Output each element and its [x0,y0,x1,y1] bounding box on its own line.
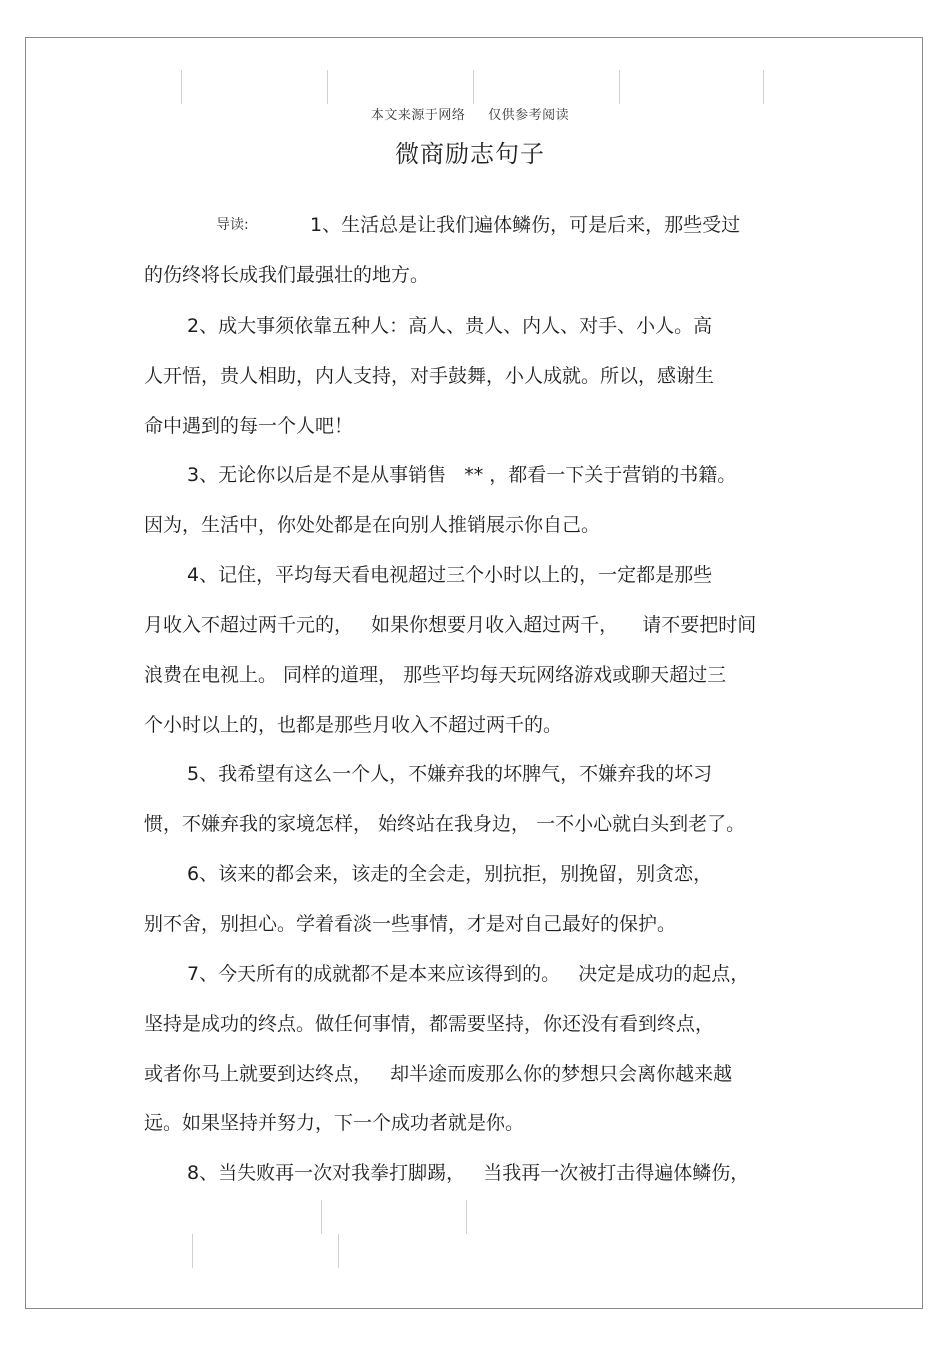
scan-mark [321,1200,322,1234]
document-title: 微商励志句子 [395,140,545,168]
body-line: 8、当失败再一次对我拳打脚踢， 当我再一次被打击得遍体鳞伤， [187,1162,750,1184]
source-note-disclaimer: 仅供参考阅读 [488,108,570,123]
body-line: 2、成大事须依靠五种人：高人、贵人、内人、对手、小人。高 [187,315,713,337]
body-line: 浪费在电视上。 同样的道理， 那些平均每天玩网络游戏或聊天超过三 [144,664,727,686]
scan-mark [327,70,328,104]
body-line: 别不舍，别担心。学着看淡一些事情，才是对自己最好的保护。 [144,913,677,935]
body-line: 惯，不嫌弃我的家境怎样， 始终站在我身边， 一不小心就白头到老了。 [144,813,746,835]
body-line: 1、生活总是让我们遍体鳞伤，可是后来，那些受过 [310,214,741,236]
body-line: 远。如果坚持并努力，下一个成功者就是你。 [144,1112,525,1134]
body-line: 4、记住，平均每天看电视超过三个小时以上的，一定都是那些 [187,564,713,586]
body-line: 或者你马上就要到达终点， 却半途而废那么你的梦想只会离你越来越 [144,1063,733,1085]
source-note-origin: 本文来源于网络 [370,108,466,123]
body-line: 月收入不超过两千元的， 如果你想要月收入超过两千， 请不要把时间 [144,614,757,636]
body-line: 因为，生活中，你处处都是在向别人推销展示你自己。 [144,514,601,536]
scan-mark [619,70,620,104]
scan-mark [192,1234,193,1268]
scan-mark [338,1234,339,1268]
body-line: 坚持是成功的终点。做任何事情，都需要坚持，你还没有看到终点， [144,1013,715,1035]
body-line: 人开悟，贵人相助，内人支持，对手鼓舞，小人成就。所以，感谢生 [144,365,715,387]
body-line: 个小时以上的，也都是那些月收入不超过两千的。 [144,714,563,736]
scan-mark [473,70,474,104]
body-line: 7、今天所有的成就都不是本来应该得到的。 决定是成功的起点， [187,963,750,985]
scan-mark [181,70,182,104]
body-line: 5、我希望有这么一个人，不嫌弃我的坏脾气，不嫌弃我的坏习 [187,763,713,785]
body-line: 命中遇到的每一个人吧！ [144,415,354,437]
scan-mark [763,70,764,104]
body-line: 6、该来的都会来，该走的全会走，别抗拒，别挽留，别贪恋， [187,863,713,885]
scan-mark [466,1200,467,1234]
guide-label: 导读: [216,217,249,233]
body-line: 的伤终将长成我们最强壮的地方。 [144,264,430,286]
body-line: 3、无论你以后是不是从事销售 ** ，都看一下关于营销的书籍。 [187,464,737,486]
source-note [0,104,940,123]
